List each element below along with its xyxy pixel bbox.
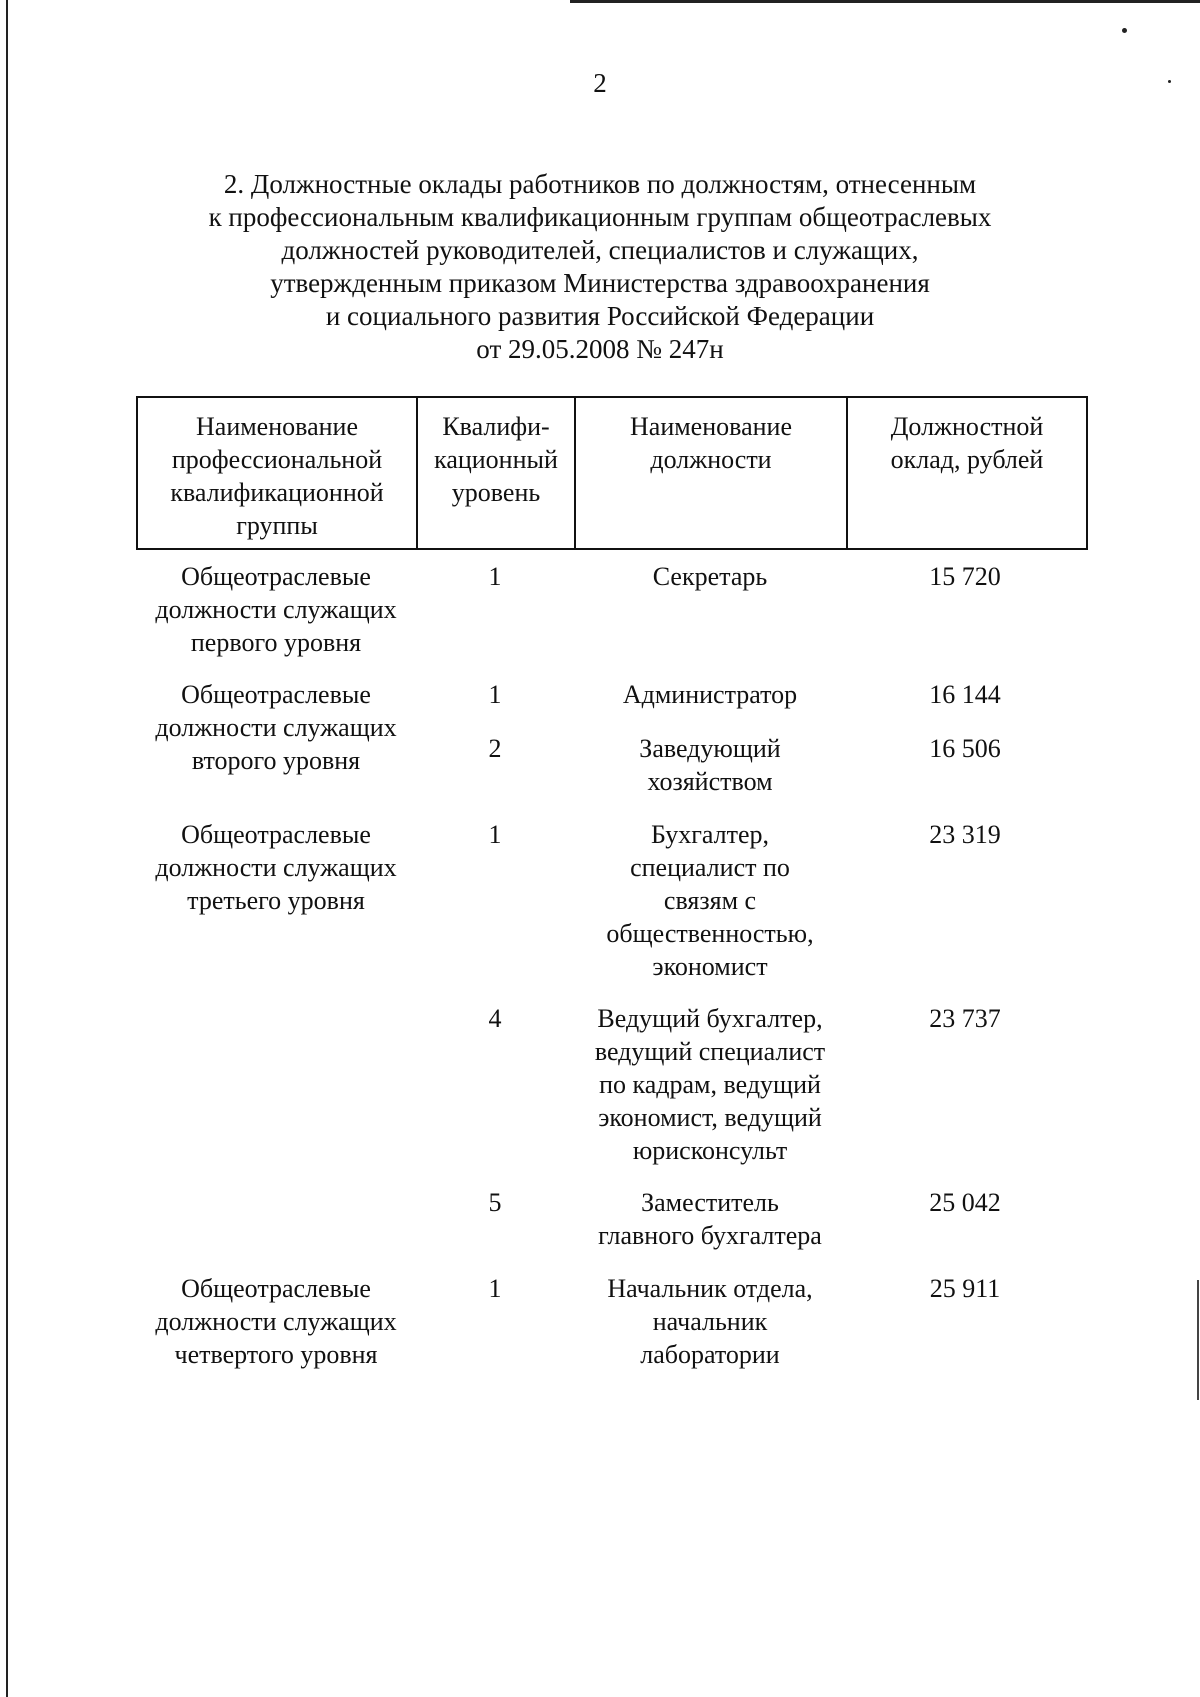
salary-cell: 23 737 xyxy=(929,1004,1001,1033)
position-cell: Бухгалтер, специалист по связям с общественностью, экономист xyxy=(606,820,814,981)
group-cell: Общеотраслевые должности служащих первого уровня xyxy=(155,562,397,657)
salary-cell: 16 144 xyxy=(929,680,1001,709)
level-cell: 5 xyxy=(488,1188,502,1217)
table-row xyxy=(136,1186,1088,1252)
heading-line: 2. Должностные оклады работников по должностям, отнесенным xyxy=(223,169,977,199)
page-number: 2 xyxy=(593,68,607,98)
scan-edge-left xyxy=(6,0,8,1697)
table-row xyxy=(136,1002,1088,1167)
salary-cell: 15 720 xyxy=(929,562,1001,591)
position-cell: Заведующий хозяйством xyxy=(639,734,781,796)
level-cell: 2 xyxy=(488,734,502,763)
table-row xyxy=(136,1272,1088,1371)
heading-line: должностей руководителей, специалистов и служащих, xyxy=(281,235,919,265)
salary-cell: 25 042 xyxy=(929,1188,1001,1217)
salary-cell: 16 506 xyxy=(929,734,1001,763)
table-row xyxy=(136,732,1088,798)
level-cell: 1 xyxy=(488,562,502,591)
group-cell xyxy=(136,1002,416,1167)
header-level: Квалифи- кационный уровень xyxy=(418,398,576,548)
group-cell: Общеотраслевые должности служащих третьего уровня xyxy=(155,820,397,915)
group-cell xyxy=(136,1186,416,1252)
table-row xyxy=(136,560,1088,659)
heading-line: утвержденным приказом Министерства здравоохранения xyxy=(270,268,930,298)
heading-line: к профессиональным квалификационным группам общеотраслевых xyxy=(208,202,992,232)
scan-edge-top xyxy=(570,0,1200,3)
group-cell xyxy=(136,732,416,798)
scan-edge-right xyxy=(1197,1280,1199,1400)
level-cell: 1 xyxy=(488,820,502,849)
level-cell: 1 xyxy=(488,680,502,709)
heading-line: и социального развития Российской Федерации xyxy=(325,301,875,331)
salary-cell: 25 911 xyxy=(929,1274,1001,1303)
level-cell: 1 xyxy=(488,1274,502,1303)
table-header xyxy=(136,396,1088,550)
position-cell: Секретарь xyxy=(652,562,768,591)
scan-speck xyxy=(1122,28,1127,33)
group-cell: Общеотраслевые должности служащих второго уровня xyxy=(155,680,397,775)
position-cell: Начальник отдела, начальник лаборатории xyxy=(607,1274,813,1369)
position-cell: Заместитель главного бухгалтера xyxy=(598,1188,822,1250)
position-cell: Администратор xyxy=(622,680,798,709)
position-cell: Ведущий бухгалтер, ведущий специалист по кадрам, ведущий экономист, ведущий юрисконсульт xyxy=(594,1004,826,1165)
salary-cell: 23 319 xyxy=(929,820,1001,849)
header-group: Наименование профессиональной квалификационной группы xyxy=(138,398,418,548)
heading-line: от 29.05.2008 № 247н xyxy=(476,334,724,364)
header-salary: Должностной оклад, рублей xyxy=(890,412,1044,474)
document-heading xyxy=(150,168,1050,366)
group-cell: Общеотраслевые должности служащих четвертого уровня xyxy=(155,1274,397,1369)
level-cell: 4 xyxy=(488,1004,502,1033)
table-row xyxy=(136,818,1088,983)
header-position: Наименование должности xyxy=(576,398,848,548)
